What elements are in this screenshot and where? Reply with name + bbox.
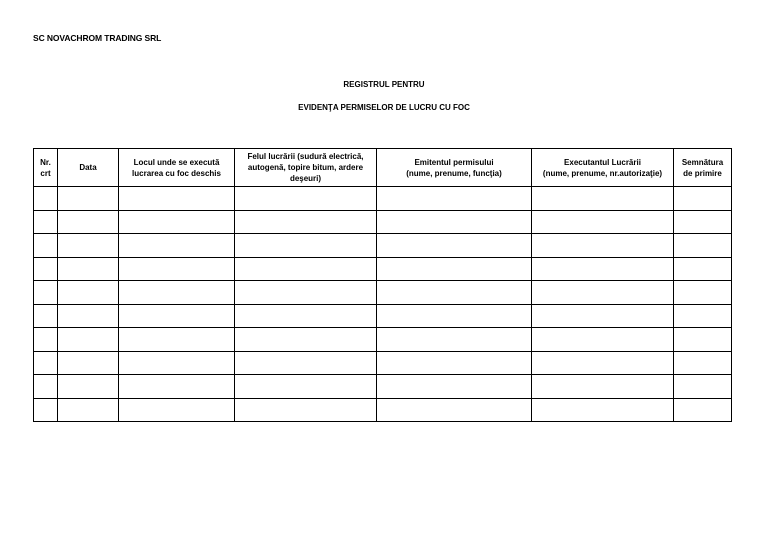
col-header-emitent: Emitentul permisului (nume, prenume, funcţia) <box>377 149 532 187</box>
table-cell <box>58 234 119 258</box>
table-cell <box>119 234 235 258</box>
col-header-locul: Locul unde se execută lucrarea cu foc deschis <box>119 149 235 187</box>
table-cell <box>34 187 58 211</box>
table-cell <box>235 328 377 352</box>
table-cell <box>235 375 377 399</box>
table-row <box>34 257 732 281</box>
table-cell <box>119 328 235 352</box>
table-row <box>34 328 732 352</box>
table-cell <box>674 351 732 375</box>
table-row <box>34 210 732 234</box>
table-cell <box>34 210 58 234</box>
table-cell <box>674 398 732 422</box>
table-cell <box>377 281 532 305</box>
table-cell <box>119 398 235 422</box>
table-cell <box>674 234 732 258</box>
table-cell <box>34 398 58 422</box>
table-cell <box>58 398 119 422</box>
table-cell <box>235 398 377 422</box>
table-cell <box>377 187 532 211</box>
table-cell <box>58 210 119 234</box>
table-cell <box>58 375 119 399</box>
company-name: SC NOVACHROM TRADING SRL <box>33 33 162 43</box>
table-row <box>34 304 732 328</box>
table-cell <box>532 351 674 375</box>
table-cell <box>58 328 119 352</box>
table-cell <box>532 187 674 211</box>
table-row <box>34 234 732 258</box>
table-cell <box>377 398 532 422</box>
table-cell <box>58 257 119 281</box>
table-cell <box>377 328 532 352</box>
table-cell <box>235 257 377 281</box>
table-cell <box>58 187 119 211</box>
table-cell <box>235 210 377 234</box>
table-cell <box>532 398 674 422</box>
table-cell <box>377 210 532 234</box>
table-body <box>34 187 732 422</box>
table-cell <box>119 187 235 211</box>
table-cell <box>34 351 58 375</box>
table-cell <box>532 234 674 258</box>
table-cell <box>377 234 532 258</box>
table-cell <box>532 304 674 328</box>
table-cell <box>34 375 58 399</box>
table-cell <box>119 257 235 281</box>
table-cell <box>58 281 119 305</box>
col-header-nr-crt: Nr. crt <box>34 149 58 187</box>
table-cell <box>377 257 532 281</box>
table-row <box>34 187 732 211</box>
table-cell <box>377 375 532 399</box>
table-header-row <box>34 149 732 187</box>
table-cell <box>674 257 732 281</box>
table-cell <box>377 304 532 328</box>
table-cell <box>532 257 674 281</box>
table-cell <box>532 375 674 399</box>
col-header-executant: Executantul Lucrării (nume, prenume, nr.autorizaţie) <box>532 149 674 187</box>
table-cell <box>235 234 377 258</box>
table-cell <box>34 328 58 352</box>
table-cell <box>119 304 235 328</box>
table-row <box>34 375 732 399</box>
table-cell <box>119 375 235 399</box>
table-cell <box>235 304 377 328</box>
table-cell <box>235 351 377 375</box>
table-cell <box>119 210 235 234</box>
table-cell <box>674 210 732 234</box>
table-cell <box>674 187 732 211</box>
table-cell <box>674 304 732 328</box>
table-cell <box>34 257 58 281</box>
table-cell <box>235 281 377 305</box>
permits-register-table <box>33 148 732 422</box>
table-cell <box>674 281 732 305</box>
table-row <box>34 351 732 375</box>
table-cell <box>58 351 119 375</box>
table-cell <box>532 328 674 352</box>
table-cell <box>377 351 532 375</box>
table-cell <box>34 304 58 328</box>
col-header-felul-lucrarii: Felul lucrării (sudură electrică, autogenă, topire bitum, ardere deşeuri) <box>235 149 377 187</box>
table-cell <box>58 304 119 328</box>
table-cell <box>235 187 377 211</box>
table-cell <box>532 281 674 305</box>
table-cell <box>119 281 235 305</box>
table-row <box>34 398 732 422</box>
document-title-line1: REGISTRUL PENTRU <box>343 80 425 89</box>
col-header-semnatura: Semnătura de primire <box>674 149 732 187</box>
table-cell <box>119 351 235 375</box>
table-cell <box>532 210 674 234</box>
table-cell <box>34 234 58 258</box>
table-cell <box>34 281 58 305</box>
table-cell <box>674 328 732 352</box>
table-cell <box>674 375 732 399</box>
col-header-data: Data <box>58 149 119 187</box>
table-row <box>34 281 732 305</box>
document-title-line2: EVIDENŢA PERMISELOR DE LUCRU CU FOC <box>298 103 470 112</box>
